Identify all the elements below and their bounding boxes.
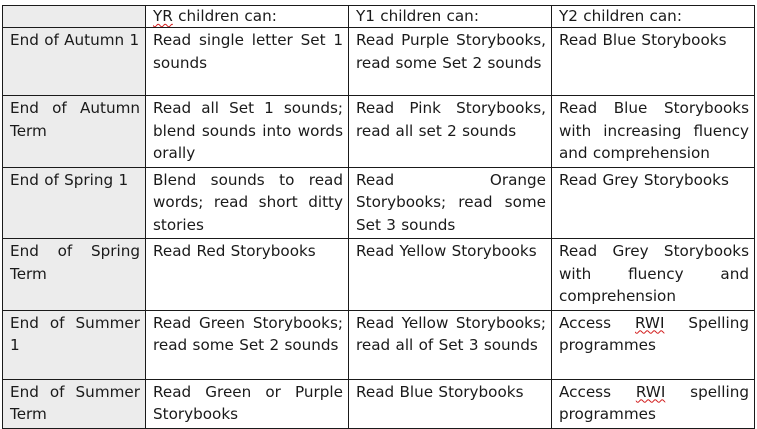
y1-cell: Read Purple Storybooks, read some Set 2 sounds xyxy=(349,28,552,96)
term-cell: End of Summer 1 xyxy=(3,310,146,379)
y1-cell: Read Pink Storybooks, read all set 2 sounds xyxy=(349,96,552,168)
header-yr: YR children can: xyxy=(146,6,349,28)
table-row xyxy=(3,96,755,168)
table-row xyxy=(3,239,755,311)
y1-cell: Read Yellow Storybooks; read all of Set 3 sounds xyxy=(349,310,552,379)
yr-cell: Read all Set 1 sounds; blend sounds into words orally xyxy=(146,96,349,168)
yr-cell: Read Red Storybooks xyxy=(146,239,349,311)
document-page xyxy=(2,5,754,429)
header-y1: Y1 children can: xyxy=(349,6,552,28)
y2-cell: Read Grey Storybooks with fluency and comprehension xyxy=(552,239,755,311)
table-row xyxy=(3,310,755,379)
table-row xyxy=(3,28,755,96)
header-y2: Y2 children can: xyxy=(552,6,755,28)
yr-cell: Read single letter Set 1 sounds xyxy=(146,28,349,96)
yr-cell: Read Green or Purple Storybooks xyxy=(146,379,349,428)
y2-cell: Access RWI spelling programmes xyxy=(552,379,755,428)
corner-cell xyxy=(3,6,146,28)
y1-cell: Read Yellow Storybooks xyxy=(349,239,552,311)
y2-cell: Access RWI Spelling programmes xyxy=(552,310,755,379)
term-cell: End of Spring Term xyxy=(3,239,146,311)
rwi-term: RWI xyxy=(635,313,665,332)
y2-cell: Read Blue Storybooks xyxy=(552,28,755,96)
rwi-term: RWI xyxy=(635,382,666,401)
y2-cell: Read Grey Storybooks xyxy=(552,167,755,239)
table-row xyxy=(3,167,755,239)
term-cell: End of Spring 1 xyxy=(3,167,146,239)
term-cell: End of Autumn Term xyxy=(3,96,146,168)
term-cell: End of Autumn 1 xyxy=(3,28,146,96)
table-row xyxy=(3,379,755,428)
yr-cell: Blend sounds to read words; read short ditty stories xyxy=(146,167,349,239)
table-header-row xyxy=(3,6,755,28)
y1-cell: Read Blue Storybooks xyxy=(349,379,552,428)
yr-cell: Read Green Storybooks; read some Set 2 sounds xyxy=(146,310,349,379)
y1-cell: Read Orange Storybooks; read some Set 3 sounds xyxy=(349,167,552,239)
y2-cell: Read Blue Storybooks with increasing fluency and comprehension xyxy=(552,96,755,168)
term-cell: End of Summer Term xyxy=(3,379,146,428)
header-yr-prefix: YR xyxy=(153,7,173,25)
reading-expectations-table xyxy=(2,5,755,429)
